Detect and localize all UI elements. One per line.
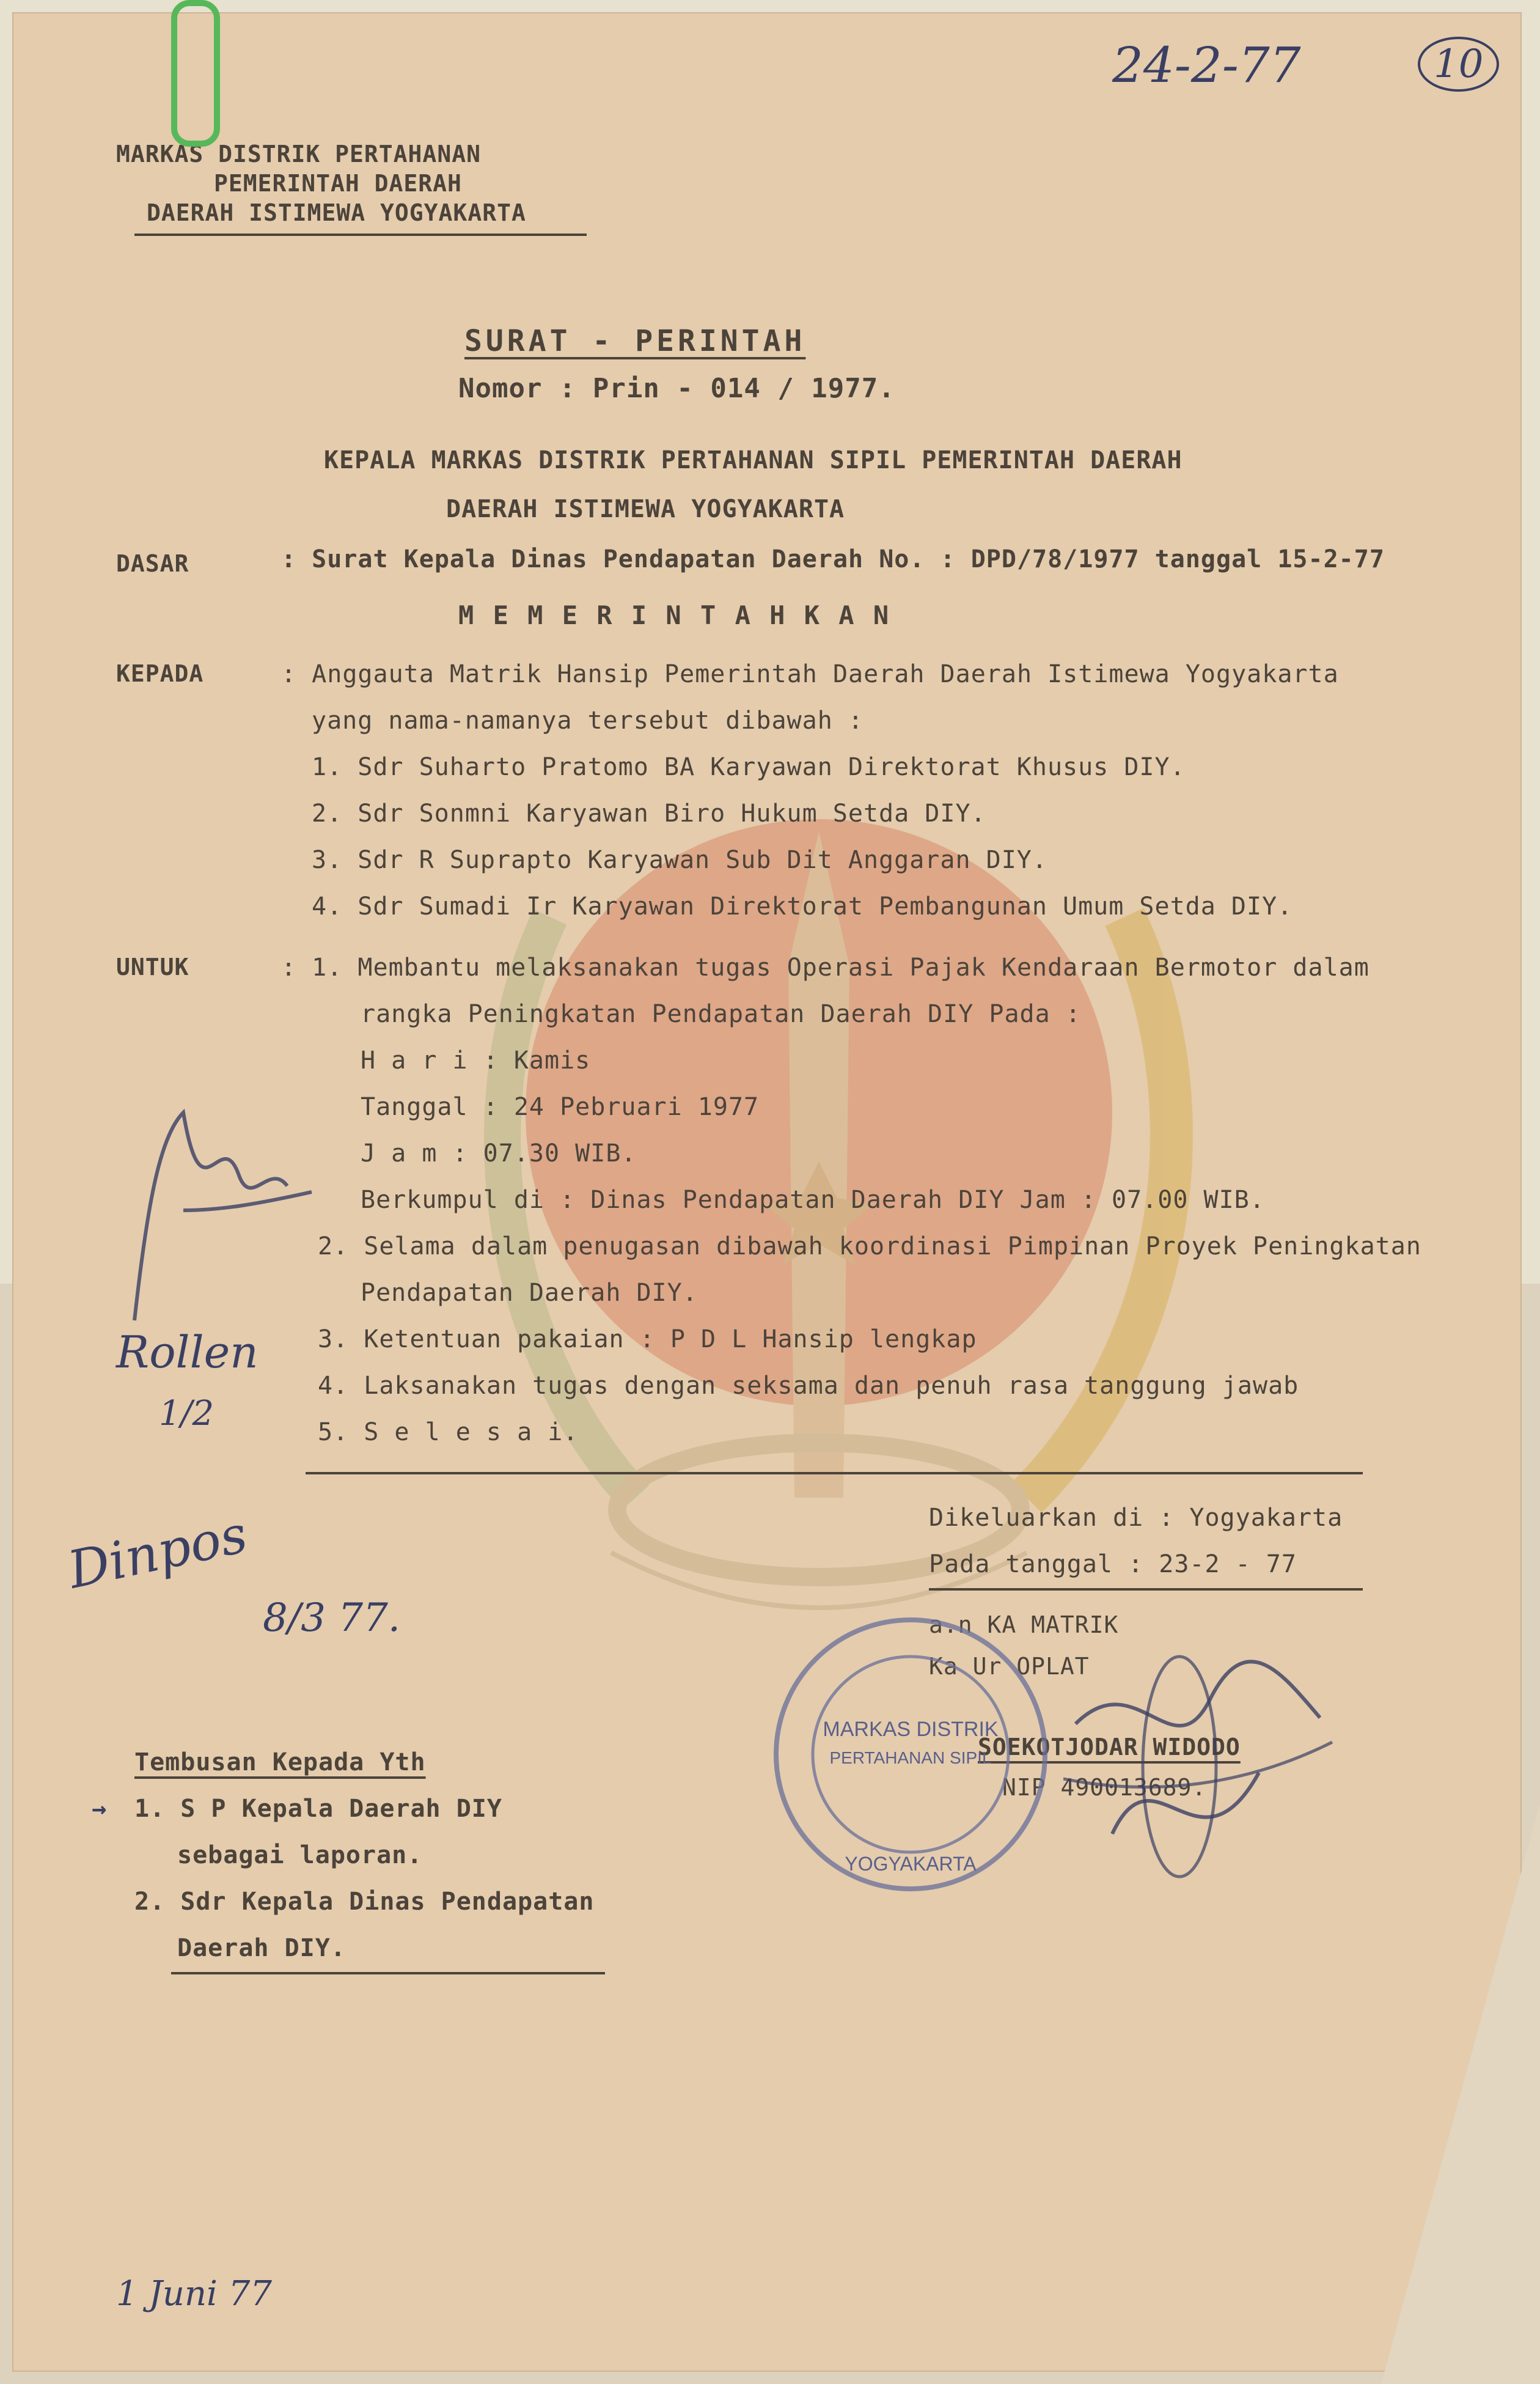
tembusan-item-1a: 1. S P Kepala Daerah DIY [134,1795,502,1823]
official-stamp [764,1608,1057,1901]
tembusan-underline [171,1972,605,1974]
stamp-text-1: MARKAS DISTRIK [823,1718,999,1741]
untuk-item-3: 3. Ketentuan pakaian : P D L Hansip lengkap [318,1325,977,1353]
kepada-name-2: 2. Sdr Sonmni Karyawan Biro Hukum Setda DIY. [312,800,986,828]
signer-nip: NIP 490013689. [1002,1774,1207,1801]
bottom-note: 1 Juni 77 [116,2274,272,2314]
margin-scribble-stroke [134,1113,312,1320]
signer-name: SOEKOTJODAR WIDODO [978,1734,1241,1760]
kepada-name-1: 1. Sdr Suharto Pratomo BA Karyawan Direktorat Khusus DIY. [312,753,1186,781]
dasar-label: DASAR [116,550,189,577]
closing-rule [306,1472,1363,1474]
kepada-name-4: 4. Sdr Sumadi Ir Karyawan Direktorat Pembangunan Umum Setda DIY. [312,892,1293,921]
page-fold [1381,1803,1540,2384]
untuk-hari: H a r i : Kamis [361,1047,591,1075]
issuer-line-1: KEPALA MARKAS DISTRIK PERTAHANAN SIPIL PEMERINTAH DAERAH [324,446,1182,474]
signature-stroke-1 [1076,1661,1320,1834]
document-title: SURAT - PERINTAH [464,324,806,358]
margin-date: 8/3 77. [263,1595,401,1641]
sign-line-2: Ka Ur OPLAT [929,1653,1090,1680]
untuk-item-2b: Pendapatan Daerah DIY. [361,1279,698,1307]
untuk-label: UNTUK [116,954,189,980]
kepada-name-3: 3. Sdr R Suprapto Karyawan Sub Dit Anggaran DIY. [312,846,1047,874]
issued-date-underline [929,1588,1363,1591]
margin-note-2: 1/2 [159,1394,215,1433]
handwritten-number-top: 10 [1418,37,1499,92]
signature [1063,1650,1344,1895]
sign-line-1: a.n KA MATRIK [929,1611,1119,1638]
header-line-3: DAERAH ISTIMEWA YOGYAKARTA [147,199,526,226]
command-heading: M E M E R I N T A H K A N [458,600,891,630]
kepada-label: KEPADA [116,660,204,687]
document-sheet [12,12,1522,2372]
stamp-text-3: YOGYAKARTA [845,1853,977,1875]
issued-place: Dikeluarkan di : Yogyakarta [929,1504,1343,1532]
arrow-mark: → [92,1795,108,1823]
untuk-jam: J a m : 07.30 WIB. [361,1139,637,1168]
document-number: Nomor : Prin - 014 / 1977. [458,373,895,404]
stamp-text-2: PERTAHANAN SIPIL [829,1748,992,1767]
paper-clip [171,0,220,147]
kepada-intro-2: yang nama-namanya tersebut dibawah : [312,707,864,735]
margin-note-3: Dinpos [63,1504,252,1600]
dasar-text: : Surat Kepala Dinas Pendapatan Daerah No. : DPD/78/1977 tanggal 15-2-77 [281,545,1385,573]
untuk-berkumpul: Berkumpul di : Dinas Pendapatan Daerah DIY Jam : 07.00 WIB. [361,1186,1265,1214]
untuk-item-1a: : 1. Membantu melaksanakan tugas Operasi Pajak Kendaraan Bermotor dalam [281,954,1370,982]
tembusan-item-2b: Daerah DIY. [177,1934,346,1962]
untuk-tanggal: Tanggal : 24 Pebruari 1977 [361,1093,760,1121]
signature-loop [1143,1657,1216,1877]
issued-date: Pada tanggal : 23-2 - 77 [929,1550,1297,1578]
untuk-item-4: 4. Laksanakan tugas dengan seksama dan penuh rasa tanggung jawab [318,1372,1299,1400]
margin-scribble [110,1088,330,1333]
untuk-item-1b: rangka Peningkatan Pendapatan Daerah DIY Pada : [361,1000,1081,1028]
margin-note-1: Rollen [116,1326,258,1378]
untuk-item-5: 5. S e l e s a i. [318,1418,579,1446]
header-underline [134,234,587,236]
header-line-1: MARKAS DISTRIK PERTAHANAN [116,141,481,167]
handwritten-date-top: 24-2-77 [1112,37,1301,94]
tembusan-heading: Tembusan Kepada Yth [134,1748,426,1776]
issuer-line-2: DAERAH ISTIMEWA YOGYAKARTA [446,495,845,523]
kepada-intro-1: : Anggauta Matrik Hansip Pemerintah Daerah Daerah Istimewa Yogyakarta [281,660,1339,688]
tembusan-item-2a: 2. Sdr Kepala Dinas Pendapatan [134,1888,595,1916]
signature-stroke-2 [1063,1742,1332,1787]
tembusan-item-1b: sebagai laporan. [177,1841,423,1869]
untuk-item-2a: 2. Selama dalam penugasan dibawah koordinasi Pimpinan Proyek Peningkatan [318,1232,1421,1260]
header-line-2: PEMERINTAH DAERAH [214,170,462,197]
